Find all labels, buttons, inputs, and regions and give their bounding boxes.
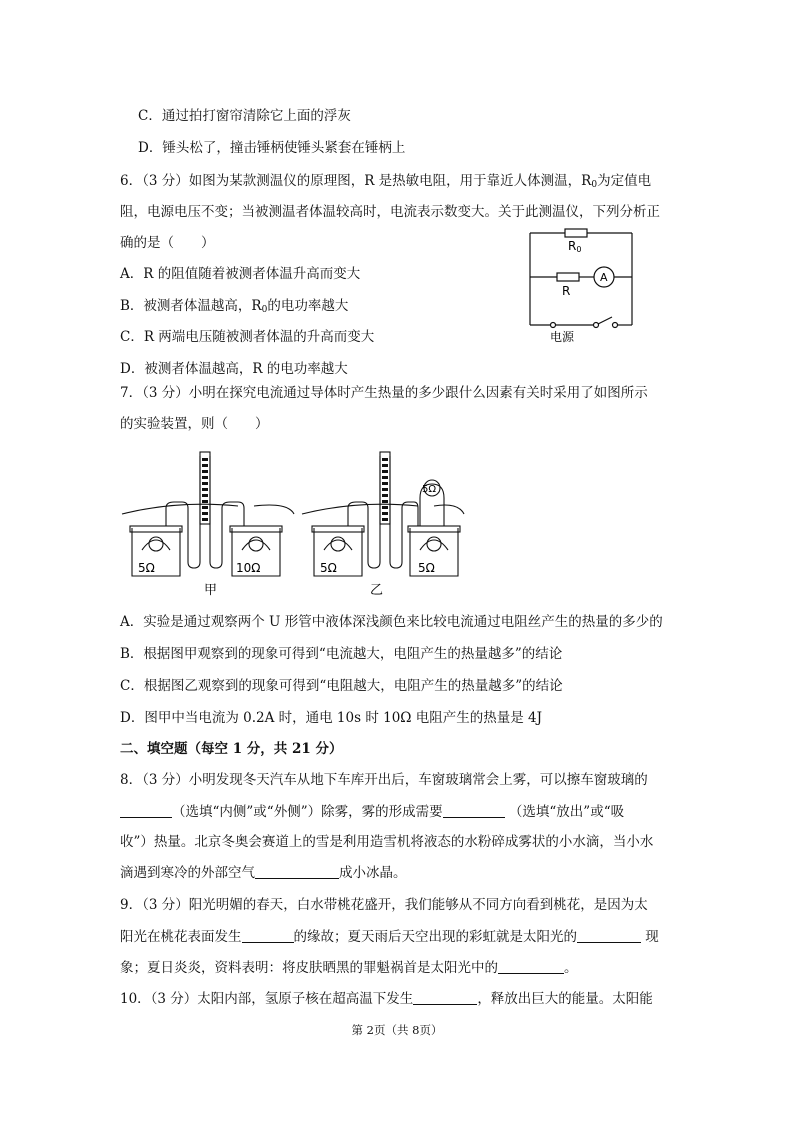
q8-blank-1[interactable] [120, 804, 172, 818]
yi-right-coil [420, 540, 448, 550]
yi-parallel-resistance: 5Ω [422, 484, 437, 495]
r0-resistor [565, 229, 587, 237]
q6-circuit-diagram [520, 225, 640, 345]
yi-u-tube-left [348, 456, 380, 568]
q8-line4: 滴遇到寒冷的外部空气 成小冰晶。 [120, 865, 407, 881]
jia-left-coil [142, 540, 170, 550]
jia-right-coil [242, 540, 270, 550]
yi-left-resistance: 5Ω [320, 561, 337, 575]
jia-right-resistance: 10Ω [236, 561, 261, 575]
q9-blank-1[interactable] [242, 929, 294, 943]
q6-stem-line3: 确的是（ ） [120, 235, 215, 251]
q6-stem-line1: 6．（3 分）如图为某款测温仪的原理图，R 是热敏电阻，用于靠近人体测温，$R_0$为定值电 [120, 173, 652, 190]
q7-option-a: A．实验是通过观察两个 U 形管中液体深浅颜色来比较电流通过电阻丝产生的热量的多少的 [120, 614, 663, 630]
q9-line1: 9．（3 分）阳光明媚的春天，白水带桃花盛开，我们能够从不同方向看到桃花，是因为太 [120, 897, 648, 913]
q9-blank-3[interactable] [498, 960, 564, 974]
q6-option-a: A．R 的阻值随着被测者体温升高而变大 [120, 266, 361, 282]
yi-u-tube-right [390, 456, 418, 568]
yi-left-wire [302, 504, 418, 514]
q9-line2: 阳光在桃花表面发生 的缘故；夏天雨后天空出现的彩虹就是太阳光的 现 [120, 929, 659, 945]
q7-option-d: D．图甲中当电流为 0.2A 时，通电 10s 时 10Ω 电阻产生的热量是 4J [120, 710, 543, 726]
q6-option-d: D．被测者体温越高，R 的电功率越大 [120, 361, 348, 377]
r0-label: R0 [568, 239, 582, 254]
q7-option-c: C．根据图乙观察到的现象可得到“电阻越大，电阻产生的热量越多”的结论 [120, 678, 563, 694]
q8-line3: 收”）热量。北京冬奥会赛道上的雪是利用造雪机将液态的水粉碎成雾状的小水滴，当小水 [120, 834, 654, 850]
q8-line1: 8．（3 分）小明发现冬天汽车从地下车库开出后，车窗玻璃常会上雾，可以擦车窗玻璃的 [120, 772, 648, 788]
q5-option-c: C．通过拍打窗帘清除它上面的浮灰 [138, 108, 351, 124]
jia-left-wire [122, 504, 238, 514]
jia-right-wire [254, 505, 294, 514]
yi-label: 乙 [370, 583, 384, 598]
r-resistor [557, 273, 579, 281]
q7-stem-line2: 的实验装置，则（ ） [120, 416, 269, 432]
jia-label: 甲 [204, 583, 218, 598]
section-title: 二、填空题（每空 1 分，共 21 分） [120, 741, 343, 757]
yi-right-resistance: 5Ω [418, 561, 435, 575]
q8-line2: （选填“内侧”或“外侧”）除雾，雾的形成需要 （选填“放出”或“吸 [120, 803, 624, 821]
q7-stem-line1: 7．（3 分）小明在探究电流通过导体时产生热量的多少跟什么因素有关时采用了如图所示 [120, 385, 648, 401]
q10-blank-1[interactable] [413, 991, 477, 1005]
switch-icon [598, 317, 612, 324]
jia-u-tube-left [166, 456, 200, 568]
r-label: R [562, 284, 571, 298]
q6-stem-line2: 阻，电源电压不变；当被测温者体温较高时，电流表示数变大。关于此测温仪，下列分析正 [120, 204, 660, 220]
q9-line3: 象；夏日炎炎，资料表明：将皮肤晒黑的罪魁祸首是太阳光中的 。 [120, 960, 578, 976]
q10-line1: 10．（3 分）太阳内部，氢原子核在超高温下发生 ，释放出巨大的能量。太阳能 [120, 991, 653, 1007]
yi-right-wire [434, 505, 464, 514]
jia-u-tube-right [210, 456, 244, 568]
yi-left-coil [324, 540, 352, 550]
q6-option-b: B．被测者体温越高，$R_0$的电功率越大 [120, 298, 349, 315]
q7-experiment-figure [118, 448, 468, 598]
ammeter-label: A [600, 271, 608, 284]
q9-blank-2[interactable] [577, 929, 641, 943]
q8-blank-2[interactable] [443, 804, 505, 818]
source-label: 电源 [550, 330, 575, 344]
jia-left-resistance: 5Ω [138, 561, 155, 575]
q5-option-d: D．锤头松了，撞击锤柄使锤头紧套在锤柄上 [138, 140, 406, 156]
q8-blank-3[interactable] [255, 865, 339, 879]
q7-option-b: B．根据图甲观察到的现象可得到“电流越大，电阻产生的热量越多”的结论 [120, 646, 563, 662]
q6-option-c: C．R 两端电压随被测者体温的升高而变大 [120, 329, 375, 345]
page-footer: 第 2页（共 8页） [351, 1023, 443, 1037]
